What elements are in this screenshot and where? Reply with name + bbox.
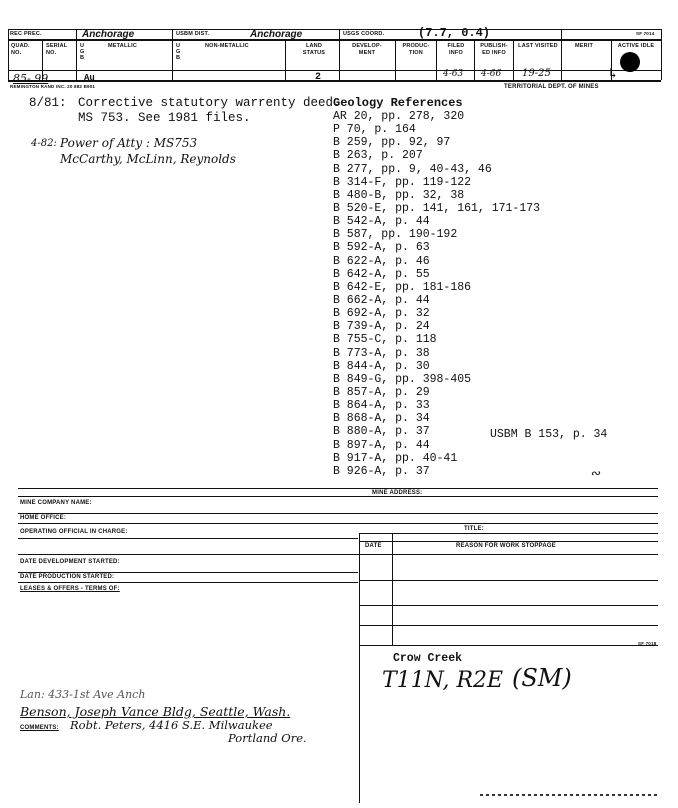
handwritten-address-1: Lan: 433-1st Ave Anch: [20, 688, 146, 701]
reference-item: B 542-A, p. 44: [333, 215, 430, 229]
reference-item: B 849-G, pp. 398-405: [333, 372, 472, 386]
reference-item: B 692-A, p. 32: [333, 307, 430, 321]
ugb-label-nonmetallic: U G B: [176, 43, 181, 61]
reference-item: B 642-E, pp. 181-186: [333, 280, 472, 294]
usgs-coord-value: (7.7, 0.4): [418, 26, 491, 40]
reference-item: B 587, pp. 190-192: [333, 228, 458, 242]
published-info-label: PUBLISH-ED INFO: [480, 43, 508, 56]
reference-item: B 622-A, p. 46: [333, 254, 430, 268]
reference-item: B 520-E, pp. 141, 161, 171-173: [333, 201, 541, 215]
leases-label: LEASES & OFFERS - TERMS OF:: [20, 586, 120, 592]
handwritten-address-2: Benson, Joseph Vance Bldg, Seattle, Wash.: [20, 704, 291, 719]
hand-note-date: 4-82:: [31, 138, 57, 149]
comments-label: COMMENTS:: [20, 725, 59, 731]
rec-prec-value: Anchorage: [82, 29, 135, 40]
locality: Crow Creek: [393, 652, 463, 665]
last-visited-label: LAST VISITED: [518, 43, 558, 49]
printer-line: REMINGTON RAND INC. 20 882 B901: [10, 84, 96, 89]
last-visited-value: 19-25: [522, 68, 551, 79]
usbm-dist-value: Anchorage: [250, 29, 303, 40]
reference-item: P 70, p. 164: [333, 123, 416, 137]
reason-column-label: REASON FOR WORK STOPPAGE: [456, 543, 556, 549]
form-number: SF 7014: [636, 31, 655, 36]
note-date: 8/81:: [29, 96, 67, 110]
scribble-mark-icon: ∾: [590, 466, 601, 480]
hand-note-line-2: McCarthy, McLinn, Reynolds: [60, 152, 236, 166]
mine-address-label: MINE ADDRESS:: [372, 490, 423, 496]
reference-item: B 897-A, p. 44: [333, 438, 430, 452]
reference-item: B 642-A, p. 55: [333, 267, 430, 281]
rec-prec-label: REC PREC.: [10, 31, 42, 37]
metallic-label: METALLIC: [108, 43, 137, 49]
land-status-value: 2: [315, 72, 322, 83]
date-production-label: DATE PRODUCTION STARTED:: [20, 574, 115, 580]
active-marker: [620, 52, 640, 72]
township-range: T11N, R2E: [382, 668, 504, 693]
mine-company-label: MINE COMPANY NAME:: [20, 500, 92, 506]
operating-official-label: OPERATING OFFICIAL IN CHARGE:: [20, 529, 128, 535]
nonmetallic-label: NON-METALLIC: [205, 43, 249, 49]
reference-item: B 263, p. 207: [333, 149, 423, 163]
reference-item: AR 20, pp. 278, 320: [333, 110, 465, 123]
reference-item: B 864-A, p. 33: [333, 399, 430, 413]
published-value: 4-66: [481, 69, 502, 79]
usbm-reference: USBM B 153, p. 34: [490, 428, 608, 441]
home-office-label: HOME OFFICE:: [20, 515, 67, 521]
filed-value: 4-63: [443, 69, 464, 79]
reference-item: B 314-F, pp. 119-122: [333, 175, 472, 189]
hand-note-line-1: Power of Atty : MS753: [60, 136, 198, 150]
checkmark-icon: ↳: [607, 66, 619, 82]
reference-item: B 926-A, p. 37: [333, 464, 430, 478]
title-label: TITLE:: [464, 526, 484, 532]
reference-item: B 917-A, pp. 40-41: [333, 451, 458, 465]
reference-item: B 755-C, p. 118: [333, 333, 437, 347]
reference-item: B 773-A, p. 38: [333, 346, 430, 360]
form-number-bottom: SF 7018: [638, 641, 657, 646]
serial-label: SERIAL NO.: [46, 43, 68, 56]
reference-item: B 259, pp. 92, 97: [333, 136, 451, 150]
reference-item: B 857-A, p. 29: [333, 385, 430, 399]
land-status-label: LAND STATUS: [302, 43, 326, 56]
references-list: [333, 110, 540, 478]
reference-item: B 662-A, p. 44: [333, 293, 430, 307]
note-line-2: MS 753. See 1981 files.: [78, 111, 251, 125]
note-line-1: Corrective statutory warrenty deed.: [78, 96, 341, 110]
handwritten-comment-2: Portland Ore.: [228, 731, 307, 745]
reference-item: B 480-B, pp. 32, 38: [333, 188, 465, 202]
territorial-stamp: TERRITORIAL DEPT. OF MINES: [504, 84, 599, 90]
reference-item: B 880-A, p. 37: [333, 425, 430, 439]
date-development-label: DATE DEVELOPMENT STARTED:: [20, 559, 120, 565]
date-column-label: DATE: [365, 543, 382, 549]
filed-info-label: FILED INFO: [447, 43, 465, 56]
reference-item: B 868-A, p. 34: [333, 412, 430, 426]
quad-value: 85- 99: [13, 72, 49, 85]
production-label: PRODUC-TION: [402, 43, 430, 56]
meridian: (SM): [512, 664, 572, 692]
references-title: Geology References: [333, 96, 463, 110]
reference-item: B 844-A, p. 30: [333, 359, 430, 373]
merit-label: MERIT: [575, 43, 594, 49]
usbm-dist-label: USBM DIST.: [176, 31, 210, 37]
reference-item: B 277, pp. 9, 40-43, 46: [333, 162, 492, 176]
ugb-label-metallic: U G B: [80, 43, 85, 61]
quad-label: QUAD. NO.: [11, 43, 30, 56]
scan-artifact: [480, 794, 660, 796]
active-idle-label: ACTIVE IDLE: [617, 43, 655, 49]
usgs-coord-label: USGS COORD.: [343, 31, 385, 37]
metallic-value: Au: [84, 73, 95, 83]
development-label: DEVELOP-MENT: [352, 43, 382, 56]
handwritten-comment-1: Robt. Peters, 4416 S.E. Milwaukee: [70, 718, 273, 732]
reference-item: B 592-A, p. 63: [333, 241, 430, 255]
reference-item: B 739-A, p. 24: [333, 320, 430, 334]
